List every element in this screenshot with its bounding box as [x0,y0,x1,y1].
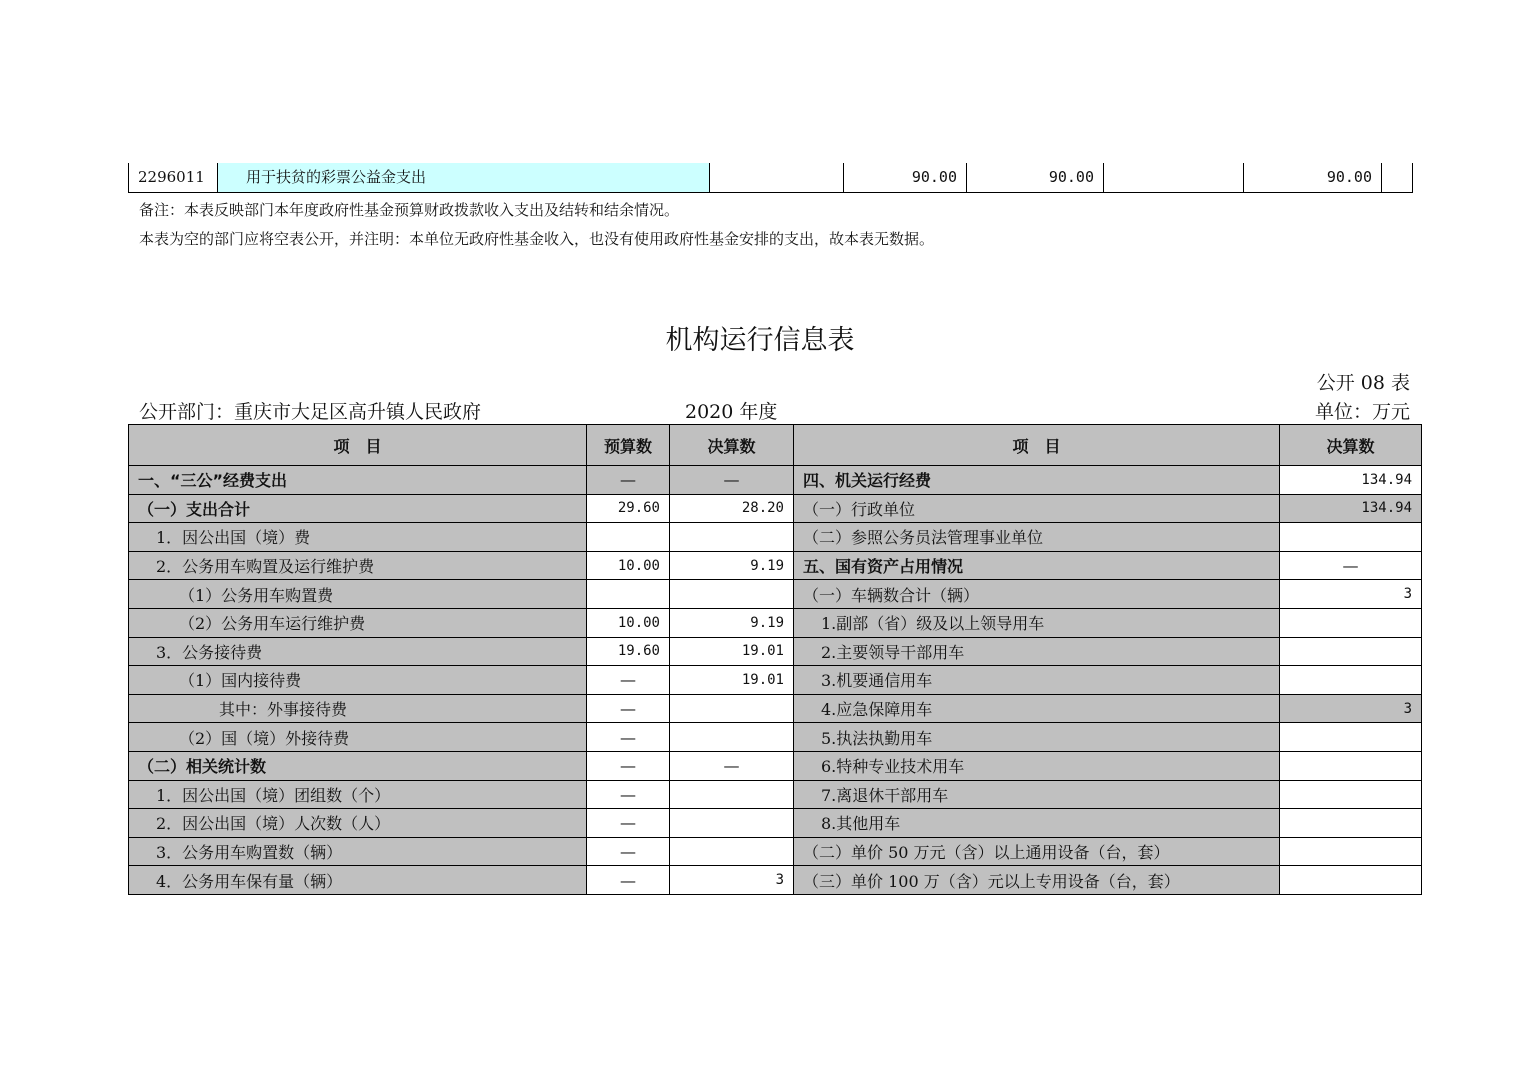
row-budget: — [587,466,670,495]
row-budget: — [587,780,670,809]
table-row [129,494,1422,523]
row-item-left: （一）支出合计 [129,494,587,523]
row-actual-left [670,780,794,809]
row-actual-right [1280,666,1422,695]
row-actual-left: 19.01 [670,637,794,666]
row-actual-right: 3 [1280,694,1422,723]
row-item-right: 1.副部（省）级及以上领导用车 [794,608,1280,637]
row-item-right: （二）参照公务员法管理事业单位 [794,523,1280,552]
table-row [129,751,1422,780]
table-body [129,466,1422,895]
fragment-row [128,163,1413,193]
table-number: 公开 08 表 [1316,372,1410,394]
row-item-right: 3.机要通信用车 [794,666,1280,695]
row-budget: 29.60 [587,494,670,523]
row-item-left: 3．公务用车购置数（辆） [129,837,587,866]
table-row [129,466,1422,495]
row-actual-right [1280,866,1422,895]
header-budget: 预算数 [587,425,670,466]
fragment-col4: 90.00 [844,163,967,192]
header-actual-left: 决算数 [670,425,794,466]
table-row [129,666,1422,695]
row-budget: — [587,751,670,780]
row-actual-left [670,523,794,552]
row-actual-right: — [1280,551,1422,580]
row-budget: — [587,866,670,895]
row-budget [587,580,670,609]
row-item-right: 四、机关运行经费 [794,466,1280,495]
row-budget: — [587,809,670,838]
table-row [129,694,1422,723]
row-actual-right [1280,837,1422,866]
row-actual-right: 3 [1280,580,1422,609]
row-item-left: 1．因公出国（境）团组数（个） [129,780,587,809]
row-item-left: （1）国内接待费 [129,666,587,695]
header-item-left: 项 目 [129,425,587,466]
row-actual-left [670,580,794,609]
row-budget: — [587,694,670,723]
row-actual-right [1280,723,1422,752]
row-actual-right [1280,608,1422,637]
unit-label: 单位：万元 [1314,401,1410,423]
note-2: 本表为空的部门应将空表公开，并注明：本单位无政府性基金收入，也没有使用政府性基金安排的支出，故本表无数据。 [139,230,935,248]
row-actual-left: — [670,751,794,780]
row-actual-left: — [670,466,794,495]
row-budget: — [587,837,670,866]
row-item-right: 7.离退休干部用车 [794,780,1280,809]
fragment-col7: 90.00 [1244,163,1382,192]
table-row [129,809,1422,838]
row-actual-right [1280,780,1422,809]
row-item-left: （2）公务用车运行维护费 [129,608,587,637]
row-actual-right [1280,637,1422,666]
row-item-left: （2）国（境）外接待费 [129,723,587,752]
table-row [129,580,1422,609]
row-actual-left [670,809,794,838]
row-budget: — [587,723,670,752]
table-row [129,866,1422,895]
row-item-left: 1．因公出国（境）费 [129,523,587,552]
fragment-col5: 90.00 [967,163,1104,192]
row-item-right: （二）单价 50 万元（含）以上通用设备（台，套） [794,837,1280,866]
row-item-right: 2.主要领导干部用车 [794,637,1280,666]
header-actual-right: 决算数 [1280,425,1422,466]
row-item-right: （一）行政单位 [794,494,1280,523]
table-row [129,551,1422,580]
row-actual-left: 28.20 [670,494,794,523]
page-title: 机构运行信息表 [665,325,855,356]
header-item-right: 项 目 [794,425,1280,466]
fragment-col6 [1104,163,1244,192]
row-actual-right [1280,809,1422,838]
row-actual-left: 19.01 [670,666,794,695]
row-actual-left [670,837,794,866]
department: 公开部门：重庆市大足区高升镇人民政府 [139,401,482,423]
row-item-right: （三）单价 100 万（含）元以上专用设备（台，套） [794,866,1280,895]
note-1: 备注：本表反映部门本年度政府性基金预算财政拨款收入支出及结转和结余情况。 [139,201,680,219]
row-actual-left [670,694,794,723]
table-row [129,780,1422,809]
row-actual-right: 134.94 [1280,494,1422,523]
row-item-right: （一）车辆数合计（辆） [794,580,1280,609]
row-item-left: 一、“三公”经费支出 [129,466,587,495]
row-budget: — [587,666,670,695]
row-actual-left: 9.19 [670,551,794,580]
fragment-col8 [1382,163,1520,192]
row-item-right: 8.其他用车 [794,809,1280,838]
table-row [129,723,1422,752]
row-item-left: 2．公务用车购置及运行维护费 [129,551,587,580]
row-item-left: 其中：外事接待费 [129,694,587,723]
row-budget [587,523,670,552]
table-row [129,837,1422,866]
table-header-row [129,425,1422,466]
table-row [129,637,1422,666]
row-item-left: 3．公务接待费 [129,637,587,666]
fragment-code: 2296011 [129,163,218,192]
row-budget: 10.00 [587,608,670,637]
fragment-col3 [710,163,844,192]
row-item-right: 6.特种专业技术用车 [794,751,1280,780]
operation-info-table [128,424,1422,895]
row-item-left: 2．因公出国（境）人次数（人） [129,809,587,838]
row-item-left: （1）公务用车购置费 [129,580,587,609]
row-actual-right [1280,751,1422,780]
row-budget: 19.60 [587,637,670,666]
row-actual-right: 134.94 [1280,466,1422,495]
row-actual-left: 9.19 [670,608,794,637]
row-budget: 10.00 [587,551,670,580]
row-actual-left: 3 [670,866,794,895]
fiscal-year: 2020 年度 [685,401,778,423]
table-row [129,523,1422,552]
row-item-left: 4．公务用车保有量（辆） [129,866,587,895]
table-row [129,608,1422,637]
row-item-right: 5.执法执勤用车 [794,723,1280,752]
row-actual-left [670,723,794,752]
row-item-left: （二）相关统计数 [129,751,587,780]
fragment-name: 用于扶贫的彩票公益金支出 [218,163,710,192]
row-item-right: 五、国有资产占用情况 [794,551,1280,580]
row-item-right: 4.应急保障用车 [794,694,1280,723]
row-actual-right [1280,523,1422,552]
